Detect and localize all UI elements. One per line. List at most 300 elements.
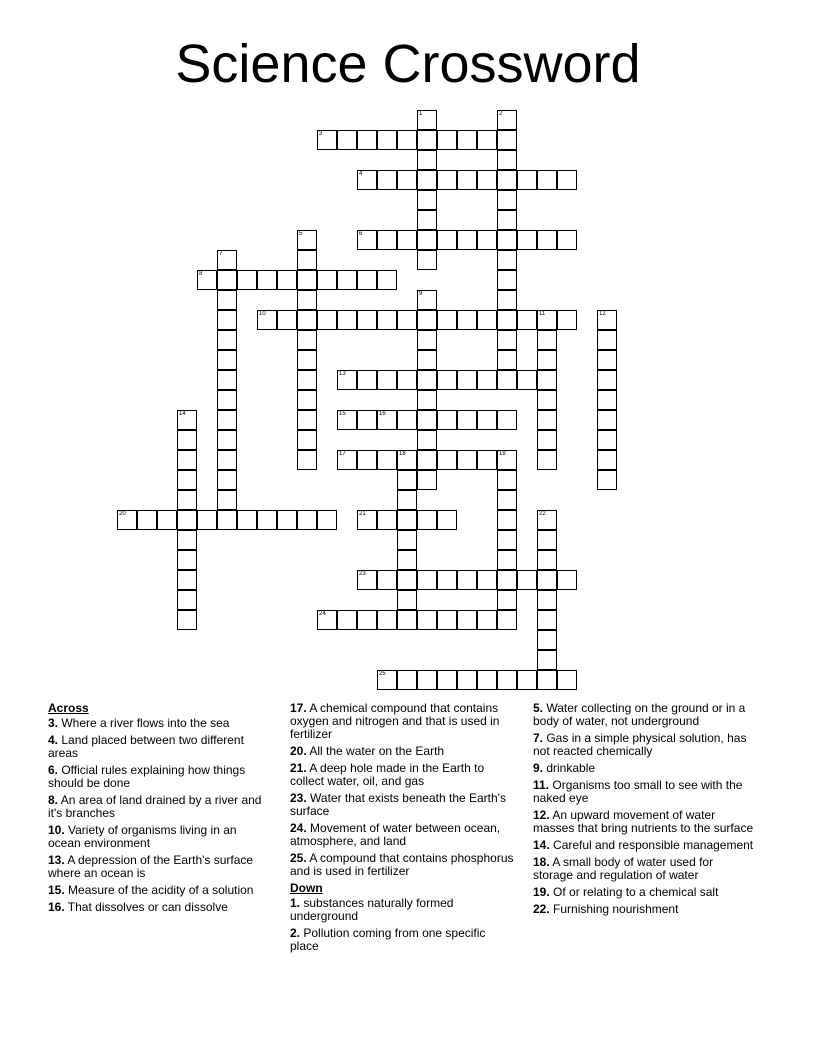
clue-number-label: 14.: [533, 838, 550, 852]
grid-cell[interactable]: [217, 390, 237, 410]
grid-cell[interactable]: [417, 350, 437, 370]
grid-cell[interactable]: [397, 530, 417, 550]
grid-cell[interactable]: [257, 270, 277, 290]
grid-cell[interactable]: [297, 270, 317, 290]
grid-cell[interactable]: [497, 570, 517, 590]
grid-cell[interactable]: [477, 410, 497, 430]
grid-cell[interactable]: [337, 450, 357, 470]
grid-cell[interactable]: [417, 370, 437, 390]
clue-number: 9: [419, 291, 423, 297]
clue-number: 4: [359, 171, 363, 177]
grid-cell[interactable]: [437, 610, 457, 630]
grid-cell[interactable]: [557, 170, 577, 190]
page-title: Science Crossword: [175, 34, 641, 94]
grid-cell[interactable]: [377, 130, 397, 150]
grid-cell[interactable]: [217, 510, 237, 530]
grid-cell[interactable]: [217, 410, 237, 430]
clue-number-label: 9.: [533, 761, 544, 775]
clue-number: 10: [259, 311, 266, 317]
across-clue-list-continued: [290, 702, 515, 878]
grid-cell[interactable]: [317, 130, 337, 150]
grid-cell[interactable]: [397, 370, 417, 390]
grid-cell[interactable]: [277, 510, 297, 530]
grid-cell[interactable]: [417, 510, 437, 530]
clue-number-label: 12.: [533, 808, 550, 822]
clue-text: All the water on the Earth: [306, 744, 445, 758]
grid-cell[interactable]: [297, 290, 317, 310]
grid-cell[interactable]: [297, 370, 317, 390]
clue-number: 15: [339, 411, 346, 417]
grid-cell[interactable]: [217, 290, 237, 310]
grid-cell[interactable]: [357, 230, 377, 250]
grid-cell[interactable]: [417, 250, 437, 270]
grid-cell[interactable]: [417, 110, 437, 130]
grid-cell[interactable]: [537, 610, 557, 630]
grid-cell[interactable]: [397, 450, 417, 470]
grid-cell[interactable]: [537, 650, 557, 670]
clue-number: 8: [199, 271, 203, 277]
clue-number-label: 16.: [48, 900, 65, 914]
grid-cell[interactable]: [517, 670, 537, 690]
clue-number: 12: [599, 311, 606, 317]
grid-cell[interactable]: [357, 450, 377, 470]
grid-cell[interactable]: [297, 250, 317, 270]
clue-text: Variety of organisms living in an ocean environment: [48, 823, 237, 850]
grid-cell[interactable]: [177, 490, 197, 510]
clue-item: [533, 809, 755, 835]
grid-cell[interactable]: [397, 610, 417, 630]
clue-number: 6: [359, 231, 363, 237]
grid-cell[interactable]: [397, 130, 417, 150]
grid-cell[interactable]: [417, 670, 437, 690]
grid-cell[interactable]: [397, 550, 417, 570]
grid-cell[interactable]: [497, 410, 517, 430]
clue-number: 17: [339, 451, 346, 457]
grid-cell[interactable]: [537, 430, 557, 450]
grid-cell[interactable]: [497, 230, 517, 250]
grid-cell[interactable]: [497, 550, 517, 570]
clue-number: 16: [379, 411, 386, 417]
grid-cell[interactable]: [557, 230, 577, 250]
grid-cell[interactable]: [177, 590, 197, 610]
grid-cell[interactable]: [417, 190, 437, 210]
grid-cell[interactable]: [597, 430, 617, 450]
grid-cell[interactable]: [497, 310, 517, 330]
grid-cell[interactable]: [197, 270, 217, 290]
clue-text: Of or relating to a chemical salt: [549, 885, 719, 899]
grid-cell[interactable]: [257, 310, 277, 330]
grid-cell[interactable]: [377, 310, 397, 330]
grid-cell[interactable]: [357, 170, 377, 190]
grid-cell[interactable]: [377, 670, 397, 690]
grid-cell[interactable]: [437, 510, 457, 530]
clue-item: [290, 897, 515, 923]
across-clue-list: [48, 717, 270, 914]
grid-cell[interactable]: [497, 170, 517, 190]
clue-item: [533, 839, 755, 852]
grid-cell[interactable]: [297, 450, 317, 470]
down-clue-list-continued: [533, 702, 755, 916]
clue-number-label: 21.: [290, 761, 307, 775]
grid-cell[interactable]: [517, 370, 537, 390]
grid-cell[interactable]: [397, 170, 417, 190]
grid-cell[interactable]: [437, 230, 457, 250]
grid-cell[interactable]: [357, 570, 377, 590]
grid-cell[interactable]: [457, 670, 477, 690]
clue-item: [533, 886, 755, 899]
clue-number-label: 10.: [48, 823, 65, 837]
grid-cell[interactable]: [477, 670, 497, 690]
clue-number: 19: [499, 451, 506, 457]
grid-cell[interactable]: [397, 470, 417, 490]
grid-cell[interactable]: [297, 390, 317, 410]
grid-cell[interactable]: [457, 450, 477, 470]
grid-cell[interactable]: [397, 510, 417, 530]
grid-cell[interactable]: [177, 410, 197, 430]
grid-cell[interactable]: [497, 130, 517, 150]
grid-cell[interactable]: [297, 310, 317, 330]
grid-cell[interactable]: [377, 230, 397, 250]
clue-text: Water collecting on the ground or in a body of water, not underground: [533, 701, 746, 728]
grid-cell[interactable]: [597, 350, 617, 370]
grid-cell[interactable]: [437, 410, 457, 430]
grid-cell[interactable]: [297, 410, 317, 430]
grid-cell[interactable]: [477, 130, 497, 150]
grid-cell[interactable]: [297, 350, 317, 370]
grid-cell[interactable]: [397, 410, 417, 430]
grid-cell[interactable]: [497, 290, 517, 310]
clue-item: [533, 856, 755, 882]
grid-cell[interactable]: [157, 510, 177, 530]
grid-cell[interactable]: [537, 570, 557, 590]
grid-cell[interactable]: [537, 350, 557, 370]
grid-cell[interactable]: [537, 370, 557, 390]
grid-cell[interactable]: [297, 330, 317, 350]
grid-cell[interactable]: [497, 470, 517, 490]
grid-cell[interactable]: [537, 530, 557, 550]
grid-cell[interactable]: [377, 610, 397, 630]
grid-cell[interactable]: [597, 410, 617, 430]
grid-cell[interactable]: [497, 270, 517, 290]
clue-number: 25: [379, 671, 386, 677]
clue-text: A compound that contains phosphorus and is used in fertilizer: [290, 851, 514, 878]
grid-cell[interactable]: [177, 610, 197, 630]
grid-cell[interactable]: [497, 110, 517, 130]
grid-cell[interactable]: [497, 210, 517, 230]
grid-cell[interactable]: [477, 450, 497, 470]
grid-cell[interactable]: [357, 510, 377, 530]
grid-cell[interactable]: [537, 670, 557, 690]
clue-number-label: 17.: [290, 701, 307, 715]
grid-cell[interactable]: [557, 670, 577, 690]
grid-cell[interactable]: [417, 410, 437, 430]
grid-cell[interactable]: [497, 250, 517, 270]
grid-cell[interactable]: [357, 410, 377, 430]
grid-cell[interactable]: [397, 570, 417, 590]
clue-item: [533, 762, 755, 775]
grid-cell[interactable]: [477, 310, 497, 330]
grid-cell[interactable]: [377, 510, 397, 530]
grid-cell[interactable]: [337, 610, 357, 630]
grid-cell[interactable]: [517, 230, 537, 250]
grid-cell[interactable]: [217, 310, 237, 330]
grid-cell[interactable]: [277, 270, 297, 290]
grid-cell[interactable]: [497, 450, 517, 470]
grid-cell[interactable]: [177, 550, 197, 570]
clue-text: Measure of the acidity of a solution: [64, 883, 254, 897]
grid-cell[interactable]: [217, 470, 237, 490]
clue-item: [48, 734, 270, 760]
grid-cell[interactable]: [397, 670, 417, 690]
grid-cell[interactable]: [377, 570, 397, 590]
grid-cell[interactable]: [537, 550, 557, 570]
grid-cell[interactable]: [377, 170, 397, 190]
grid-cell[interactable]: [237, 270, 257, 290]
clue-number-label: 24.: [290, 821, 307, 835]
grid-cell[interactable]: [537, 510, 557, 530]
grid-cell[interactable]: [417, 610, 437, 630]
grid-cell[interactable]: [457, 410, 477, 430]
grid-cell[interactable]: [337, 370, 357, 390]
clue-item: [48, 884, 270, 897]
grid-cell[interactable]: [217, 490, 237, 510]
grid-cell[interactable]: [217, 250, 237, 270]
clue-number-label: 2.: [290, 926, 301, 940]
clue-number-label: 8.: [48, 793, 59, 807]
grid-cell[interactable]: [357, 130, 377, 150]
grid-cell[interactable]: [377, 450, 397, 470]
grid-cell[interactable]: [457, 130, 477, 150]
clue-number-label: 11.: [533, 778, 550, 792]
grid-cell[interactable]: [497, 350, 517, 370]
grid-cell[interactable]: [317, 310, 337, 330]
clue-number-label: 25.: [290, 851, 307, 865]
grid-cell[interactable]: [417, 290, 437, 310]
clue-text: Gas in a simple physical solution, has not reacted chemically: [533, 731, 747, 758]
grid-cell[interactable]: [477, 230, 497, 250]
clue-text: That dissolves or can dissolve: [64, 900, 228, 914]
grid-cell[interactable]: [517, 310, 537, 330]
grid-cell[interactable]: [337, 410, 357, 430]
grid-cell[interactable]: [317, 610, 337, 630]
grid-cell[interactable]: [437, 170, 457, 190]
grid-cell[interactable]: [257, 510, 277, 530]
grid-cell[interactable]: [597, 390, 617, 410]
grid-cell[interactable]: [537, 410, 557, 430]
grid-cell[interactable]: [417, 130, 437, 150]
grid-cell[interactable]: [177, 470, 197, 490]
grid-cell[interactable]: [437, 130, 457, 150]
grid-cell[interactable]: [417, 230, 437, 250]
grid-cell[interactable]: [517, 170, 537, 190]
grid-cell[interactable]: [597, 330, 617, 350]
clue-number: 11: [539, 311, 546, 317]
clue-text: Furnishing nourishment: [549, 902, 679, 916]
grid-cell[interactable]: [397, 310, 417, 330]
grid-cell[interactable]: [417, 210, 437, 230]
grid-cell[interactable]: [337, 310, 357, 330]
grid-cell[interactable]: [177, 450, 197, 470]
clue-number-label: 1.: [290, 896, 301, 910]
grid-cell[interactable]: [397, 490, 417, 510]
grid-cell[interactable]: [297, 230, 317, 250]
clue-text: Water that exists beneath the Earth's surface: [290, 791, 506, 818]
grid-cell[interactable]: [497, 510, 517, 530]
grid-cell[interactable]: [417, 570, 437, 590]
grid-cell[interactable]: [537, 450, 557, 470]
grid-cell[interactable]: [197, 510, 217, 530]
clue-item: [48, 854, 270, 880]
grid-cell[interactable]: [417, 450, 437, 470]
clue-number-label: 7.: [533, 731, 544, 745]
grid-cell[interactable]: [177, 430, 197, 450]
grid-cell[interactable]: [337, 270, 357, 290]
grid-cell[interactable]: [357, 310, 377, 330]
grid-cell[interactable]: [357, 610, 377, 630]
clue-number: 13: [339, 371, 346, 377]
clue-number-label: 6.: [48, 763, 59, 777]
grid-cell[interactable]: [557, 570, 577, 590]
clue-item: [290, 927, 515, 953]
grid-cell[interactable]: [397, 590, 417, 610]
grid-cell[interactable]: [217, 370, 237, 390]
grid-cell[interactable]: [177, 530, 197, 550]
clue-item: [48, 764, 270, 790]
clue-number: 21: [359, 511, 366, 517]
grid-cell[interactable]: [417, 430, 437, 450]
grid-cell[interactable]: [417, 150, 437, 170]
grid-cell[interactable]: [597, 450, 617, 470]
grid-cell[interactable]: [537, 310, 557, 330]
grid-cell[interactable]: [497, 330, 517, 350]
grid-cell[interactable]: [457, 570, 477, 590]
grid-cell[interactable]: [597, 370, 617, 390]
grid-cell[interactable]: [417, 330, 437, 350]
grid-cell[interactable]: [377, 270, 397, 290]
grid-cell[interactable]: [437, 670, 457, 690]
clue-item: [48, 794, 270, 820]
grid-cell[interactable]: [237, 510, 257, 530]
grid-cell[interactable]: [457, 610, 477, 630]
grid-cell[interactable]: [397, 230, 417, 250]
grid-cell[interactable]: [357, 370, 377, 390]
clue-text: Pollution coming from one specific place: [290, 926, 486, 953]
grid-cell[interactable]: [477, 570, 497, 590]
grid-cell[interactable]: [537, 230, 557, 250]
clue-text: An upward movement of water masses that bring nutrients to the surface: [533, 808, 754, 835]
grid-cell[interactable]: [497, 670, 517, 690]
grid-cell[interactable]: [337, 130, 357, 150]
grid-cell[interactable]: [557, 310, 577, 330]
grid-cell[interactable]: [437, 570, 457, 590]
clue-number-label: 15.: [48, 883, 65, 897]
clue-item: [533, 779, 755, 805]
grid-cell[interactable]: [537, 590, 557, 610]
clue-number: 14: [179, 411, 186, 417]
grid-cell[interactable]: [277, 310, 297, 330]
grid-cell[interactable]: [317, 270, 337, 290]
grid-cell[interactable]: [517, 570, 537, 590]
grid-cell[interactable]: [217, 430, 237, 450]
grid-cell[interactable]: [317, 510, 337, 530]
down-heading: Down: [290, 881, 323, 895]
grid-cell[interactable]: [217, 450, 237, 470]
grid-cell[interactable]: [217, 350, 237, 370]
grid-cell[interactable]: [477, 170, 497, 190]
grid-cell[interactable]: [597, 470, 617, 490]
grid-cell[interactable]: [417, 470, 437, 490]
clue-item: [533, 903, 755, 916]
clue-item: [48, 901, 270, 914]
grid-cell[interactable]: [457, 370, 477, 390]
grid-cell[interactable]: [217, 270, 237, 290]
grid-cell[interactable]: [177, 570, 197, 590]
across-heading: Across: [48, 701, 89, 715]
grid-cell[interactable]: [537, 390, 557, 410]
grid-cell[interactable]: [137, 510, 157, 530]
clue-text: substances naturally formed underground: [290, 896, 454, 923]
grid-cell[interactable]: [377, 370, 397, 390]
grid-cell[interactable]: [457, 230, 477, 250]
clue-number: 2: [499, 111, 503, 117]
grid-cell[interactable]: [477, 610, 497, 630]
grid-cell[interactable]: [417, 310, 437, 330]
grid-cell[interactable]: [537, 630, 557, 650]
grid-cell[interactable]: [537, 170, 557, 190]
clue-number-label: 13.: [48, 853, 65, 867]
clue-text: An area of land drained by a river and it's branches: [48, 793, 262, 820]
down-clue-list: [290, 897, 515, 953]
clue-number-label: 4.: [48, 733, 59, 747]
grid-cell[interactable]: [537, 330, 557, 350]
clue-number-label: 5.: [533, 701, 544, 715]
grid-cell[interactable]: [597, 310, 617, 330]
clue-item: [48, 717, 270, 730]
grid-cell[interactable]: [497, 610, 517, 630]
grid-cell[interactable]: [497, 490, 517, 510]
grid-cell[interactable]: [117, 510, 137, 530]
grid-cell[interactable]: [457, 170, 477, 190]
grid-cell[interactable]: [377, 410, 397, 430]
grid-cell[interactable]: [497, 190, 517, 210]
clue-number: 23: [359, 571, 366, 577]
grid-cell[interactable]: [417, 170, 437, 190]
grid-cell[interactable]: [437, 310, 457, 330]
grid-cell[interactable]: [457, 310, 477, 330]
clue-text: Movement of water between ocean, atmosphere, and land: [290, 821, 501, 848]
grid-cell[interactable]: [497, 530, 517, 550]
grid-cell[interactable]: [497, 590, 517, 610]
clue-item: [290, 745, 515, 758]
grid-cell[interactable]: [497, 370, 517, 390]
grid-cell[interactable]: [497, 150, 517, 170]
grid-cell[interactable]: [437, 370, 457, 390]
clue-number: 1: [419, 111, 423, 117]
grid-cell[interactable]: [297, 510, 317, 530]
clue-item: [533, 702, 755, 728]
grid-cell[interactable]: [297, 430, 317, 450]
grid-cell[interactable]: [477, 370, 497, 390]
clue-item: [290, 762, 515, 788]
grid-cell[interactable]: [177, 510, 197, 530]
clue-number-label: 23.: [290, 791, 307, 805]
grid-cell[interactable]: [417, 390, 437, 410]
clues-column-2: [290, 702, 515, 957]
grid-cell[interactable]: [437, 450, 457, 470]
grid-cell[interactable]: [357, 270, 377, 290]
clue-text: A chemical compound that contains oxygen and nitrogen and that is used in fertilizer: [290, 701, 500, 741]
grid-cell[interactable]: [217, 330, 237, 350]
